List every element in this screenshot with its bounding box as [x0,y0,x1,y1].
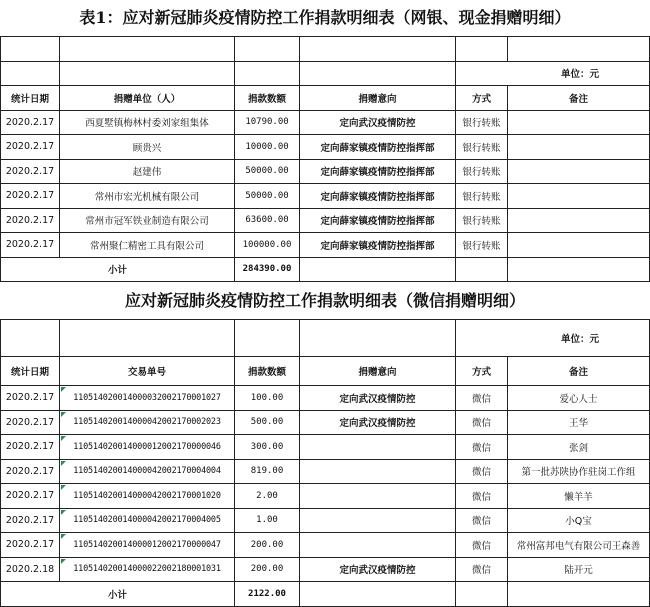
row-transaction-no: 110514020014000012002170000047 [60,533,235,558]
table2-unit: 单位：元 [456,320,650,357]
row-method: 银行转账 [456,135,508,160]
row-date: 2020.2.17 [1,184,60,209]
row-amount: 200.00 [235,533,300,558]
row-date: 2020.2.17 [1,208,60,233]
header-intent: 捐赠意向 [300,86,456,111]
cell [1,320,60,357]
row-transaction-no: 110514020014000042002170004004 [60,459,235,484]
row-date: 2020.2.17 [1,435,60,460]
cell [60,61,235,86]
header-intent: 捐赠意向 [300,357,456,386]
table2-title: 应对新冠肺炎疫情防控工作捐款明细表（微信捐赠明细） [124,291,525,310]
table-row [1,135,650,160]
table1-spacer-row [1,37,650,62]
header-date: 统计日期 [1,357,60,386]
row-method: 微信 [456,459,508,484]
row-intent: 定向薛家镇疫情防控指挥部 [300,184,456,209]
subtotal-label: 小计 [1,582,235,607]
row-method: 银行转账 [456,208,508,233]
row-date: 2020.2.18 [1,557,60,582]
row-transaction-no: 110514020014000022002180001031 [60,557,235,582]
cell [1,37,60,62]
row-intent: 定向薛家镇疫情防控指挥部 [300,135,456,160]
row-donor: 赵建伟 [60,159,235,184]
cell [456,37,508,62]
row-donor: 常州市冠军铁业制造有限公司 [60,208,235,233]
row-date: 2020.2.17 [1,508,60,533]
cell [508,582,650,607]
table2-header-row [1,357,650,386]
table-row [1,484,650,509]
row-method: 银行转账 [456,184,508,209]
row-intent: 定向武汉疫情防控 [300,557,456,582]
cell [1,61,60,86]
table2 [0,319,650,607]
row-method: 银行转账 [456,159,508,184]
subtotal-label: 小计 [1,257,235,282]
row-method: 微信 [456,386,508,411]
row-amount: 1.00 [235,508,300,533]
header-transaction-no: 交易单号 [60,357,235,386]
row-amount: 50000.00 [235,184,300,209]
row-remark [508,135,650,160]
row-transaction-no: 110514020014000032002170001027 [60,386,235,411]
row-date: 2020.2.17 [1,459,60,484]
header-date: 统计日期 [1,86,60,111]
row-date: 2020.2.17 [1,386,60,411]
header-remark: 备注 [508,86,650,111]
table1-title: 表1：应对新冠肺炎疫情防控工作捐款明细表（网银、现金捐赠明细） [79,8,571,27]
row-amount: 50000.00 [235,159,300,184]
row-transaction-no: 110514020014000042002170004005 [60,508,235,533]
row-remark: 常州富邦电气有限公司王森善 [508,533,650,558]
row-amount: 10790.00 [235,110,300,135]
row-intent: 定向武汉疫情防控 [300,110,456,135]
table-row [1,233,650,258]
row-amount: 100.00 [235,386,300,411]
row-remark [508,159,650,184]
row-intent [300,459,456,484]
row-intent [300,508,456,533]
row-remark: 懒羊羊 [508,484,650,509]
row-method: 微信 [456,557,508,582]
row-date: 2020.2.17 [1,533,60,558]
row-amount: 10000.00 [235,135,300,160]
row-donor: 常州聚仁精密工具有限公司 [60,233,235,258]
subtotal-value: 2122.00 [235,582,300,607]
row-intent: 定向武汉疫情防控 [300,386,456,411]
row-remark: 张剑 [508,435,650,460]
cell [300,320,456,357]
row-transaction-no: 110514020014000042002170002023 [60,410,235,435]
table-row [1,159,650,184]
row-amount: 63600.00 [235,208,300,233]
row-method: 银行转账 [456,110,508,135]
cell [300,257,456,282]
row-date: 2020.2.17 [1,110,60,135]
header-method: 方式 [456,357,508,386]
table-row [1,386,650,411]
table-row [1,557,650,582]
cell [456,582,508,607]
table-row [1,208,650,233]
table1-unit: 单位：元 [456,61,650,86]
row-amount: 2.00 [235,484,300,509]
row-remark: 爱心人士 [508,386,650,411]
row-amount: 100000.00 [235,233,300,258]
table1-unit-row [1,61,650,86]
cell [300,582,456,607]
row-transaction-no: 110514020014000012002170000046 [60,435,235,460]
cell [508,37,650,62]
row-method: 微信 [456,508,508,533]
table1-header-row [1,86,650,111]
row-donor: 顾贵兴 [60,135,235,160]
table1 [0,36,650,282]
table-row [1,533,650,558]
row-intent: 定向薛家镇疫情防控指挥部 [300,233,456,258]
row-method: 微信 [456,435,508,460]
row-remark [508,208,650,233]
header-amount: 捐款数额 [235,86,300,111]
table2-subtotal-row [1,582,650,607]
row-amount: 819.00 [235,459,300,484]
cell [508,257,650,282]
table-row [1,508,650,533]
row-donor: 西夏墅镇梅林村委刘家组集体 [60,110,235,135]
row-intent [300,533,456,558]
cell [456,257,508,282]
row-method: 微信 [456,533,508,558]
row-date: 2020.2.17 [1,484,60,509]
row-amount: 200.00 [235,557,300,582]
row-remark [508,110,650,135]
header-remark: 备注 [508,357,650,386]
row-date: 2020.2.17 [1,410,60,435]
row-date: 2020.2.17 [1,159,60,184]
header-donor: 捐赠单位（人） [60,86,235,111]
table2-unit-row [1,320,650,357]
table-row [1,459,650,484]
header-amount: 捐款数额 [235,357,300,386]
row-remark [508,233,650,258]
row-remark [508,184,650,209]
row-method: 银行转账 [456,233,508,258]
cell [235,61,300,86]
cell [235,320,300,357]
row-intent: 定向武汉疫情防控 [300,410,456,435]
row-remark: 陆开元 [508,557,650,582]
cell [235,37,300,62]
table-row [1,435,650,460]
row-remark: 第一批苏陕协作驻岗工作组 [508,459,650,484]
table-row [1,410,650,435]
row-remark: 王华 [508,410,650,435]
table1-subtotal-row [1,257,650,282]
header-method: 方式 [456,86,508,111]
row-donor: 常州市宏光机械有限公司 [60,184,235,209]
row-intent: 定向薛家镇疫情防控指挥部 [300,208,456,233]
row-method: 微信 [456,410,508,435]
cell [60,320,235,357]
subtotal-value: 284390.00 [235,257,300,282]
row-transaction-no: 110514020014000042002170001020 [60,484,235,509]
cell [300,61,456,86]
row-method: 微信 [456,484,508,509]
row-remark: 小Q宝 [508,508,650,533]
row-amount: 300.00 [235,435,300,460]
cell [300,37,456,62]
row-intent: 定向薛家镇疫情防控指挥部 [300,159,456,184]
table-row [1,110,650,135]
table-row [1,184,650,209]
row-amount: 500.00 [235,410,300,435]
cell [60,37,235,62]
row-intent [300,484,456,509]
row-date: 2020.2.17 [1,135,60,160]
row-intent [300,435,456,460]
row-date: 2020.2.17 [1,233,60,258]
